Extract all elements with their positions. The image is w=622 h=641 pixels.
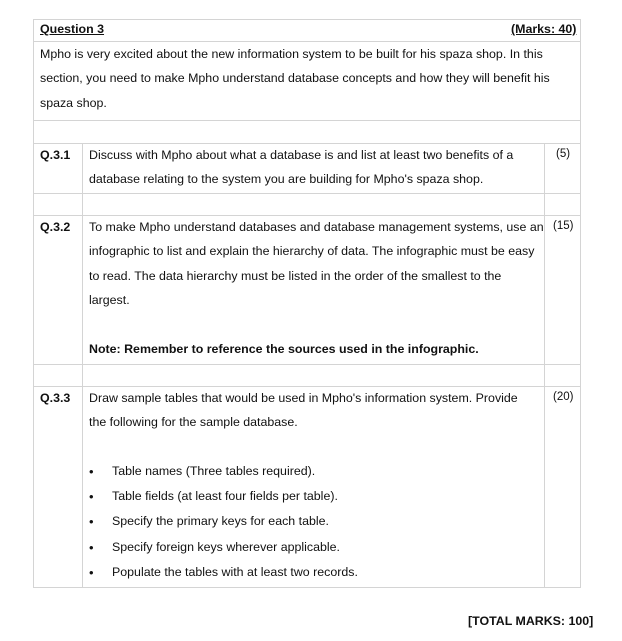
question-marks: (15) — [553, 220, 574, 232]
question-text-line: to read. The data hierarchy must be listed in the order of the smallest to the — [89, 269, 502, 283]
question-note: Note: Remember to reference the sources used in the infographic. — [89, 342, 479, 356]
bullet-icon: • — [89, 489, 94, 504]
column-divider — [82, 143, 83, 588]
question-text-line: Draw sample tables that would be used in Mpho's information system. Provide — [89, 391, 518, 405]
question-text-line: largest. — [89, 293, 130, 307]
bullet-item: Specify the primary keys for each table. — [112, 514, 329, 528]
question-marks: (Marks: 40) — [511, 22, 577, 36]
intro-line: Mpho is very excited about the new information system to be built for his spaza shop. In this — [40, 47, 543, 61]
bullet-icon: • — [89, 565, 94, 580]
question-text-line: Discuss with Mpho about what a database is and list at least two benefits of a — [89, 148, 514, 162]
total-marks: [TOTAL MARKS: 100] — [468, 614, 594, 628]
row-divider — [33, 120, 581, 121]
question-text-line: To make Mpho understand databases and database management systems, use an — [89, 220, 544, 234]
intro-line: section, you need to make Mpho understand database concepts and how they will benefit his — [40, 71, 550, 85]
question-number: Q.3.2 — [40, 220, 71, 234]
question-text-line: the following for the sample database. — [89, 415, 298, 429]
bullet-item: Table names (Three tables required). — [112, 464, 316, 478]
row-divider — [33, 364, 581, 365]
question-number: Q.3.3 — [40, 391, 71, 405]
intro-line: spaza shop. — [40, 96, 107, 110]
bullet-item: Populate the tables with at least two records. — [112, 565, 358, 579]
question-text-line: database relating to the system you are building for Mpho's spaza shop. — [89, 172, 484, 186]
bullet-icon: • — [89, 514, 94, 529]
row-divider — [33, 193, 581, 194]
question-marks: (20) — [553, 391, 574, 403]
bullet-item: Table fields (at least four fields per table). — [112, 489, 338, 503]
question-text-line: infographic to list and explain the hierarchy of data. The infographic must be easy — [89, 244, 535, 258]
column-divider — [544, 143, 545, 588]
bullet-icon: • — [89, 464, 94, 479]
question-title: Question 3 — [40, 22, 105, 36]
question-marks: (5) — [556, 148, 571, 160]
question-number: Q.3.1 — [40, 148, 71, 162]
bullet-item: Specify foreign keys wherever applicable. — [112, 540, 340, 554]
bullet-icon: • — [89, 540, 94, 555]
